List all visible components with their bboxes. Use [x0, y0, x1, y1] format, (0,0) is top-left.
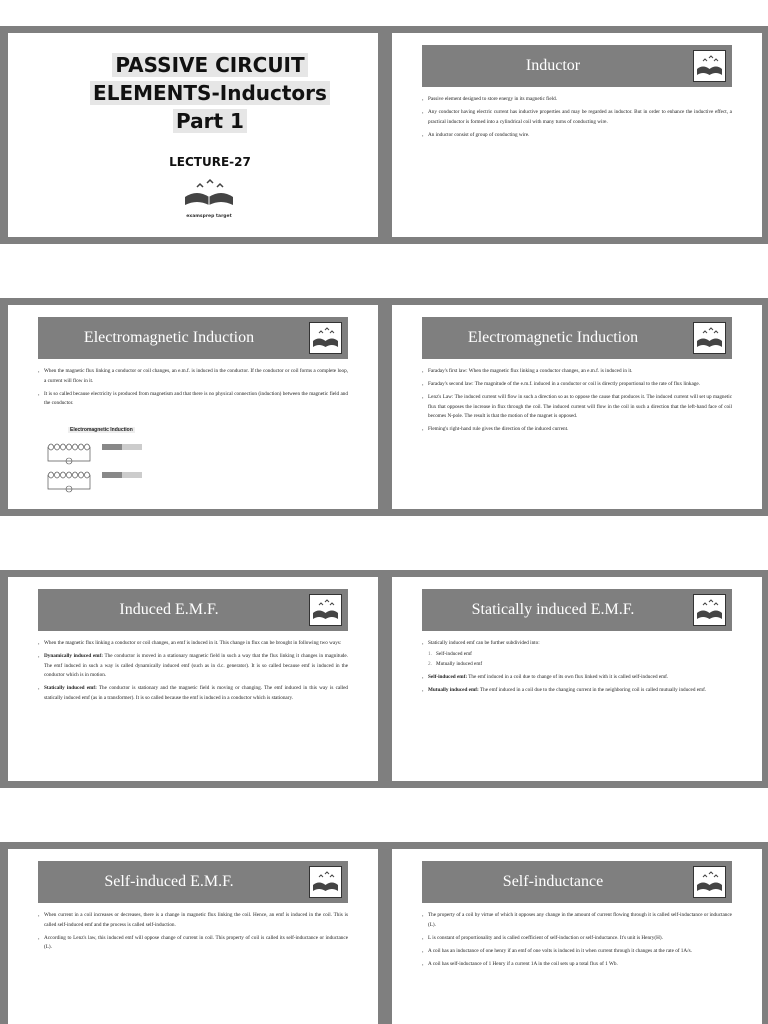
bullet: ▪ Passive element designed to store energy in its magnetic field. [422, 95, 732, 105]
bullet: ▪ A coil has self-inductance of 1 Henry if a current 1A in the coil sets up a total flux of 1 Wb. [422, 960, 732, 970]
bullet [422, 673, 732, 683]
bullet [38, 652, 348, 681]
sub-item-text: Self-induced emf [436, 650, 472, 657]
slide-title: Electromagnetic Induction [467, 329, 639, 346]
book-birds-logo-icon [179, 175, 239, 209]
term-self: Self-induced emf: [428, 674, 468, 681]
slide-statically-induced-emf [392, 577, 762, 781]
cover-title [82, 51, 338, 135]
bullet: ▪ When the magnetic flux linking a conductor or coil changes, an e.m.f. is induced in the conductor. If the conductor or coil forms a complete loop, a current will flow in it. [38, 367, 348, 386]
logo-box [693, 866, 726, 898]
definition-static: The conductor is stationary and the magnetic field is moving or changing. The emf induced in this way is called statically induced emf (as in a transformer). It is so called because the emf is induced in a conductor which is stationary. [44, 685, 348, 701]
sub-item-number: 2. [428, 660, 432, 667]
slide-title: Inductor [525, 57, 581, 74]
slide-electromagnetic-induction-2 [392, 305, 762, 509]
bullet: ▪ Fleming's right-hand rule gives the direction of the induced current. [422, 425, 732, 435]
bullet: ▪ Faraday's first law: When the magnetic flux linking a conductor changes, an e.m.f. is induced in it. [422, 367, 732, 377]
book-birds-logo-icon [694, 867, 725, 897]
slide-title: Self-induced E.M.F. [104, 873, 234, 890]
cover-logo-text: examsprep target [186, 214, 232, 219]
sub-item-text: Mutually induced emf [436, 660, 483, 667]
bullet: ▪ Faraday's second law: The magnitude of the e.m.f. induced in a conductor or coil is directly proportional to the rate of flux linkage. [422, 380, 732, 390]
bullet: ▪ A coil has an inductance of one henry if an emf of one volts is induced in it when current through it changes at the rate of 1A/s. [422, 947, 732, 957]
slide-title: Statically induced E.M.F. [471, 601, 635, 618]
book-birds-logo-icon [694, 323, 725, 353]
logo-box [693, 322, 726, 354]
slide-body [422, 639, 732, 699]
term-static: Statically induced emf: [44, 685, 97, 692]
bullet: ▪ It is so called because electricity is produced from magnetism and that there is no physical connection (induction) between the magnetic field and the conductor. [38, 390, 348, 409]
term-mutual: Mutually induced emf: [428, 687, 479, 694]
bullet: ▪ An inductor consist of group of conducting wire. [422, 131, 732, 141]
cover-title-line-1: PASSIVE CIRCUIT [112, 53, 307, 77]
book-birds-logo-icon [310, 323, 341, 353]
coil-magnet-illustration [44, 435, 184, 497]
logo-box [693, 50, 726, 82]
book-birds-logo-icon [694, 51, 725, 81]
sub-item [422, 650, 732, 660]
slide-title: Induced E.M.F. [119, 601, 219, 618]
slide-electromagnetic-induction-1 [8, 305, 378, 509]
slide-title: Electromagnetic Induction [83, 329, 255, 346]
bullet: ▪ Any conductor having electric current has inductive properties and may be regarded as inductor. But in order to enhance the inductive effect, a practical inductor is formed into a cylindrical coil with many turns of conducting wire. [422, 108, 732, 127]
slide-body [422, 367, 732, 439]
sub-item [422, 660, 732, 670]
slide-body [38, 639, 348, 707]
slide-title-bar [422, 861, 732, 903]
bullet: ▪ According to Lenz's law, this induced emf will oppose change of current in coil. This property of coil is called its self-inductance or inductance (L). [38, 934, 348, 953]
slide-self-induced-emf [8, 849, 378, 1024]
slide-body [38, 911, 348, 956]
slide-body [422, 911, 732, 973]
slide-body [38, 367, 348, 412]
bullet: ▪ Lenz's Law: The induced current will flow in such a direction so as to oppose the cause that produces it. The induced current will set up magnetic flux that opposes the increase in flux through the coil. The induced current will flow in the coil in such a direction that the left-hand face of coil becomes N-pole. The result is that the motion of the magnet is opposed. [422, 393, 732, 422]
logo-box [309, 594, 342, 626]
book-birds-logo-icon [310, 595, 341, 625]
definition-self: The emf induced in a coil due to change of its own flux linked with it is called self-induced emf. [467, 674, 669, 681]
cover-logo [179, 175, 239, 219]
bullet: ▪ Statically induced emf can be further subdivided into: [422, 639, 732, 649]
induction-diagram [44, 427, 184, 497]
slide-title-bar [38, 861, 348, 903]
slide-title-cover [8, 33, 378, 237]
cover-title-line-3: Part 1 [173, 109, 247, 133]
slide-self-inductance [392, 849, 762, 1024]
definition-dynamic: The conductor is moved in a stationary magnetic field in such a way that the flux linking it changes in magnitude. The emf induced in such a way is called dynamically induced emf (such as in d.c. generator). It is so called because emf is induced in the conductor which is in motion. [44, 653, 348, 679]
logo-box [693, 594, 726, 626]
slide-title-bar [422, 589, 732, 631]
slide-induced-emf [8, 577, 378, 781]
lecture-number: LECTURE-27 [169, 155, 251, 169]
slide-title: Self-inductance [502, 873, 604, 890]
slide-inductor [392, 33, 762, 237]
slide-title-bar [422, 45, 732, 87]
bullet: ▪ L is constant of proportionality and is called coefficient of self-induction or self-inductance. It's unit is Henry(H). [422, 934, 732, 944]
sub-item-number: 1. [428, 650, 432, 657]
slide-title-bar [38, 317, 348, 359]
bullet: ▪ The property of a coil by virtue of which it opposes any change in the amount of current flowing through it is called self-inductance or inductance (L). [422, 911, 732, 930]
bullet: ▪ When the magnetic flux linking a conductor or coil changes, an emf is induced in it. This change in flux can be brought in following two ways: [38, 639, 348, 649]
book-birds-logo-icon [310, 867, 341, 897]
book-birds-logo-icon [694, 595, 725, 625]
definition-mutual: The emf induced in a coil due to the changing current in the neighboring coil is called mutually induced emf. [478, 687, 707, 694]
slide-body [422, 95, 732, 144]
logo-box [309, 322, 342, 354]
bullet [422, 686, 732, 696]
cover-title-line-2: ELEMENTS-Inductors [90, 81, 330, 105]
slide-title-bar [38, 589, 348, 631]
logo-box [309, 866, 342, 898]
bullet: ▪ When current in a coil increases or decreases, there is a change in magnetic flux linking the coil. Hence, an emf is induced in the coil. This is called self-induced emf and the process is called self-induction. [38, 911, 348, 930]
slide-title-bar [422, 317, 732, 359]
bullet [38, 684, 348, 703]
diagram-title: Electromagnetic Induction [70, 427, 133, 433]
term-dynamic: Dynamically induced emf: [44, 653, 103, 660]
